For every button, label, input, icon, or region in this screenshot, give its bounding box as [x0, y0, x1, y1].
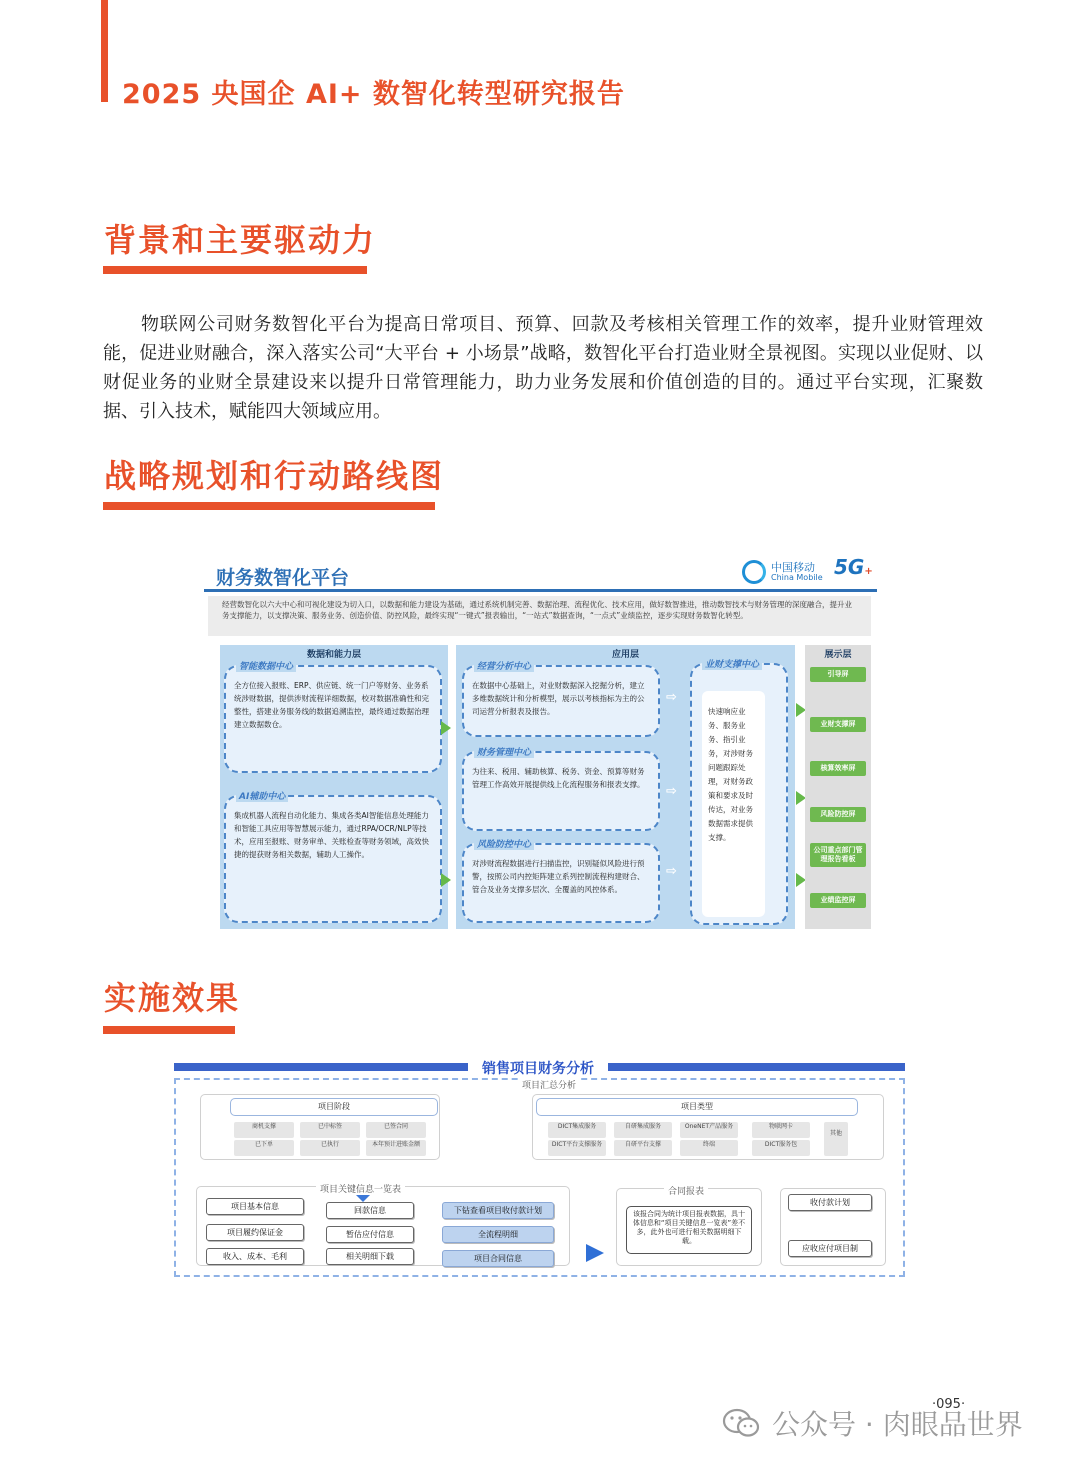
layer-title: 应用层	[611, 650, 639, 660]
smart-data-center-box	[224, 662, 442, 773]
contract-report-label: 合同报表	[664, 1184, 708, 1197]
diagram-frame	[174, 1078, 905, 1277]
finance-management-center-box	[462, 748, 660, 831]
type-chip: 自研平台支撑	[614, 1140, 672, 1156]
display-item: 业绩监控屏	[810, 893, 866, 908]
summary-label: 项目汇总分析	[518, 1078, 580, 1091]
ai-assist-center-box	[224, 792, 442, 923]
payment-plan-item: 应收应付项目制	[788, 1240, 872, 1257]
box-label: 经营分析中心	[474, 659, 534, 672]
box-label: 业财支撑中心	[702, 657, 762, 670]
type-chip: 终端	[680, 1140, 738, 1156]
section-underline	[103, 266, 367, 274]
box-label: 风险防控中心	[474, 837, 534, 850]
project-stage-header: 项目阶段	[230, 1098, 438, 1116]
display-item: 风险防控屏	[810, 807, 866, 822]
5g-logo: 5G+	[834, 555, 873, 579]
key-info-item: 收入、成本、毛利	[206, 1248, 304, 1265]
box-label: 财务管理中心	[474, 745, 534, 758]
arrow-right-icon	[441, 721, 451, 735]
diagram-title-rule	[204, 589, 877, 592]
stage-chip: 已中标签	[300, 1122, 360, 1138]
diagram-title: 销售项目财务分析	[468, 1058, 608, 1078]
logo-cn-text: 中国移动	[771, 561, 815, 574]
box-label: 智能数据中心	[236, 659, 296, 672]
wechat-icon	[722, 1408, 762, 1438]
key-info-item: 下钻查看项目收付款计划	[442, 1202, 554, 1219]
key-info-item: 项目基本信息	[206, 1198, 304, 1215]
contract-report-text: 该报合同为统计项目报表数据，具十体信息和“项目关键信息一览表”差不多，此外也可进行相关数据明细下载。	[626, 1206, 752, 1254]
diagram-title: 财务数智化平台	[216, 567, 350, 589]
section-title-strategy: 战略规划和行动路线图	[104, 457, 445, 495]
page-number: ·095·	[932, 1397, 966, 1412]
key-info-label: 项目关键信息一览表	[316, 1182, 405, 1195]
payment-plan-item: 收付款计划	[788, 1194, 872, 1211]
section-title-results: 实施效果	[104, 979, 241, 1017]
stage-chip: 已签合同	[366, 1122, 426, 1138]
box-text: 快速响应业务、服务业务、指引业务，对涉财务问题跟踪处理，对财务政策和要求及时传达，对业务数据需求提供支撑。	[702, 691, 765, 917]
box-text: 为往来、税用、辅助核算、税务、资金、预算等财务管理工作高效开展提供线上化流程服务和报表支撑。	[472, 767, 645, 789]
stage-chip: 商机支撑	[234, 1122, 294, 1138]
key-info-item: 相关明细下载	[326, 1248, 414, 1265]
china-mobile-logo	[742, 557, 824, 585]
box-label: AI辅助中心	[236, 789, 288, 802]
section-title-background: 背景和主要驱动力	[104, 221, 377, 259]
layer-title: 展示层	[824, 650, 852, 660]
body-paragraph: 物联网公司财务数智化平台为提高日常项目、预算、回款及考核相关管理工作的效率，提升业财管理效能，促进业财融合，深入落实公司“大平台 + 小场景”战略，数智化平台打造业财全景视图。实现以业促财、以财促业务的业财全景建设来以提升日常管理能力，助力业务发展和价值创造的目的。通过平台实现，汇聚数据、引入技术，赋能四大领域应用。	[103, 314, 983, 422]
section-underline	[103, 1026, 235, 1034]
layer-title: 数据和能力层	[306, 650, 361, 660]
stage-chip: 已下单	[234, 1140, 294, 1156]
data-capability-layer	[220, 645, 448, 929]
arrow-right-icon: ⇨	[666, 690, 677, 705]
operation-analysis-center-box	[462, 662, 660, 737]
arrow-right-icon	[441, 873, 451, 887]
type-chip: DICT服务包	[752, 1140, 810, 1156]
risk-control-center-box	[462, 840, 660, 923]
stage-chip: 已执行	[300, 1140, 360, 1156]
stage-chip: 本年预计进账金额	[366, 1140, 426, 1156]
key-info-item: 项目履约保证金	[206, 1224, 304, 1241]
box-text: 在数据中心基础上，对业财数据深入挖掘分析，建立多维数据统计和分析模型，展示以考核指标为主的公司运营分析报表及报告。	[472, 681, 645, 716]
arrow-right-icon: ⇨	[666, 864, 677, 879]
display-item: 公司重点部门管理报告看板	[810, 843, 866, 867]
type-chip: 其他	[824, 1122, 848, 1156]
key-info-item: 项目合同信息	[442, 1250, 554, 1267]
display-item: 业财支撑屏	[810, 717, 866, 732]
report-title: 2025 央国企 AI+ 数智化转型研究报告	[122, 79, 625, 110]
key-info-item: 回款信息	[326, 1202, 414, 1219]
type-chip: 自研集成服务	[614, 1122, 672, 1138]
logo-en-text: China Mobile	[771, 573, 823, 582]
business-finance-support-center-box	[690, 660, 788, 925]
watermark-text: 公众号 · 肉眼品世界	[772, 1408, 1023, 1441]
project-type-header: 项目类型	[536, 1098, 858, 1116]
application-layer	[456, 645, 795, 929]
china-mobile-logo-icon	[742, 560, 766, 584]
sales-project-analysis-diagram	[171, 1058, 908, 1280]
section-underline	[103, 502, 435, 510]
display-layer	[805, 645, 871, 929]
key-info-item: 全流程明细	[442, 1226, 554, 1243]
type-chip: OneNET产品服务	[680, 1122, 738, 1138]
type-chip: DICT集成服务	[548, 1122, 606, 1138]
display-item: 引导屏	[810, 667, 866, 682]
financial-platform-diagram	[204, 551, 877, 936]
key-info-item: 暂估应付信息	[326, 1226, 414, 1243]
header-accent-bar	[101, 0, 108, 102]
display-item: 核算效率屏	[810, 761, 866, 776]
box-text: 全方位接入报账、ERP、供应链、统一门户等财务、业务系统涉财数据，提供涉财流程详细数据，校对数据准确性和完整性，搭建业务服务线的数据追溯监控，最终通过数据治理建立数据数仓。	[234, 681, 429, 729]
box-text: 集成机器人流程自动化能力、集成各类AI智能信息处理能力和智能工具应用等智慧展示能力，通过RPA/OCR/NLP等技术，应用至报账、财务审单、关账检查等财务领域，高效快捷的提获财务相关数据，辅助人工操作。	[234, 811, 429, 859]
arrow-right-icon	[586, 1244, 604, 1262]
box-text: 对涉财流程数据进行扫描监控，识别疑似风险进行预警，按照公司内控矩阵建立系列控制流程构建财合、管合及业务支撑多层次、全覆盖的风控体系。	[472, 859, 645, 894]
type-chip: 物联网卡	[752, 1122, 810, 1138]
diagram-description: 经营数智化以六大中心和可视化建设为切入口，以数据和能力建设为基础，通过系统机制完善、数据治理、流程优化、技术应用，做好数智推进，推动数智技术与财务管理的深度融合，提升业务支撑能力，以支撑决策、服务业务、创造价值、防控风险，最终实现“一键式”报表输出，“一站式”数据查询，“一点式”业绩监控，逐步实现财务数智化转型。	[208, 596, 871, 636]
type-chip: DICT平台支撑服务	[548, 1140, 606, 1156]
arrow-right-icon: ⇨	[666, 784, 677, 799]
